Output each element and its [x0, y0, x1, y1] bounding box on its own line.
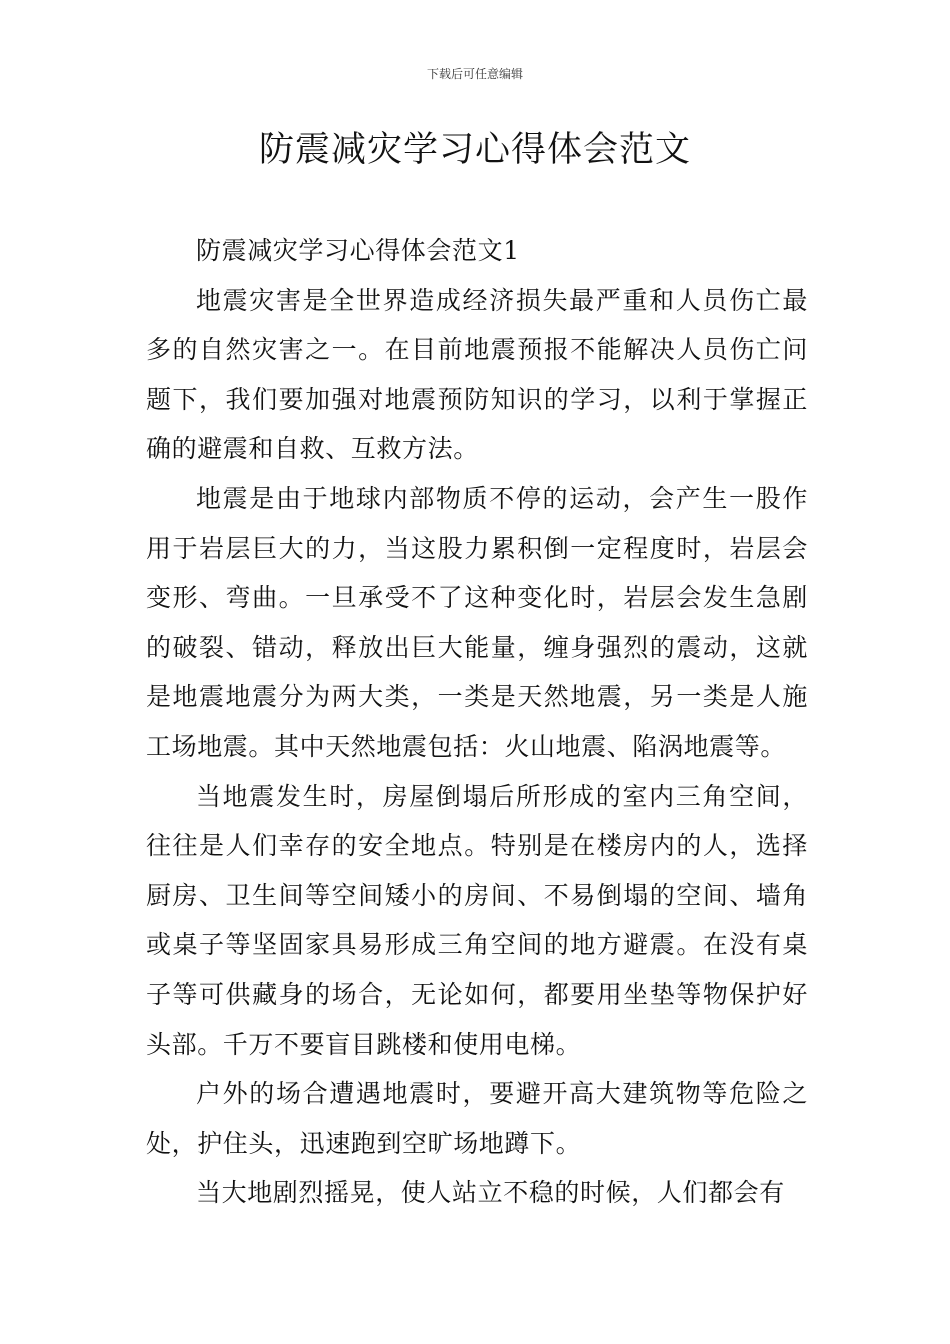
section-heading: 防震减灾学习心得体会范文1 — [196, 236, 520, 265]
body-paragraph: 当地震发生时，房屋倒塌后所形成的室内三角空间，往往是人们幸存的安全地点。特别是在楼房内的人，选择厨房、卫生间等空间矮小的房间、不易倒塌的空间、墙角或桌子等坚固家具易形成三角空间的地方避震。在没有桌子等可供藏身的场合，无论如何，都要用坐垫等物保护好头部。千万不要盲目跳楼和使用电梯。 — [146, 781, 808, 1059]
body-paragraph: 地震是由于地球内部物质不停的运动，会产生一股作用于岩层巨大的力，当这股力累积倒一定程度时，岩层会变形、弯曲。一旦承受不了这种变化时，岩层会发生急剧的破裂、错动，释放出巨大能量，缠身强烈的震动，这就是地震地震分为两大类，一类是天然地震，另一类是人施工场地震。其中天然地震包括：火山地震、陷涡地震等。 — [146, 483, 808, 761]
body-paragraph: 户外的场合遭遇地震时，要避开高大建筑物等危险之处，护住头，迅速跑到空旷场地蹲下。 — [146, 1079, 808, 1158]
body-paragraph: 当大地剧烈摇晃，使人站立不稳的时候，人们都会有 — [196, 1178, 785, 1208]
document-body — [146, 226, 808, 1218]
body-paragraph: 地震灾害是全世界造成经济损失最严重和人员伤亡最多的自然灾害之一。在目前地震预报不能解决人员伤亡问题下，我们要加强对地震预防知识的学习，以利于掌握正确的避震和自救、互救方法。 — [146, 285, 808, 464]
document-title: 防震减灾学习心得体会范文 — [258, 130, 691, 170]
header-note: 下载后可任意编辑 — [426, 67, 523, 81]
